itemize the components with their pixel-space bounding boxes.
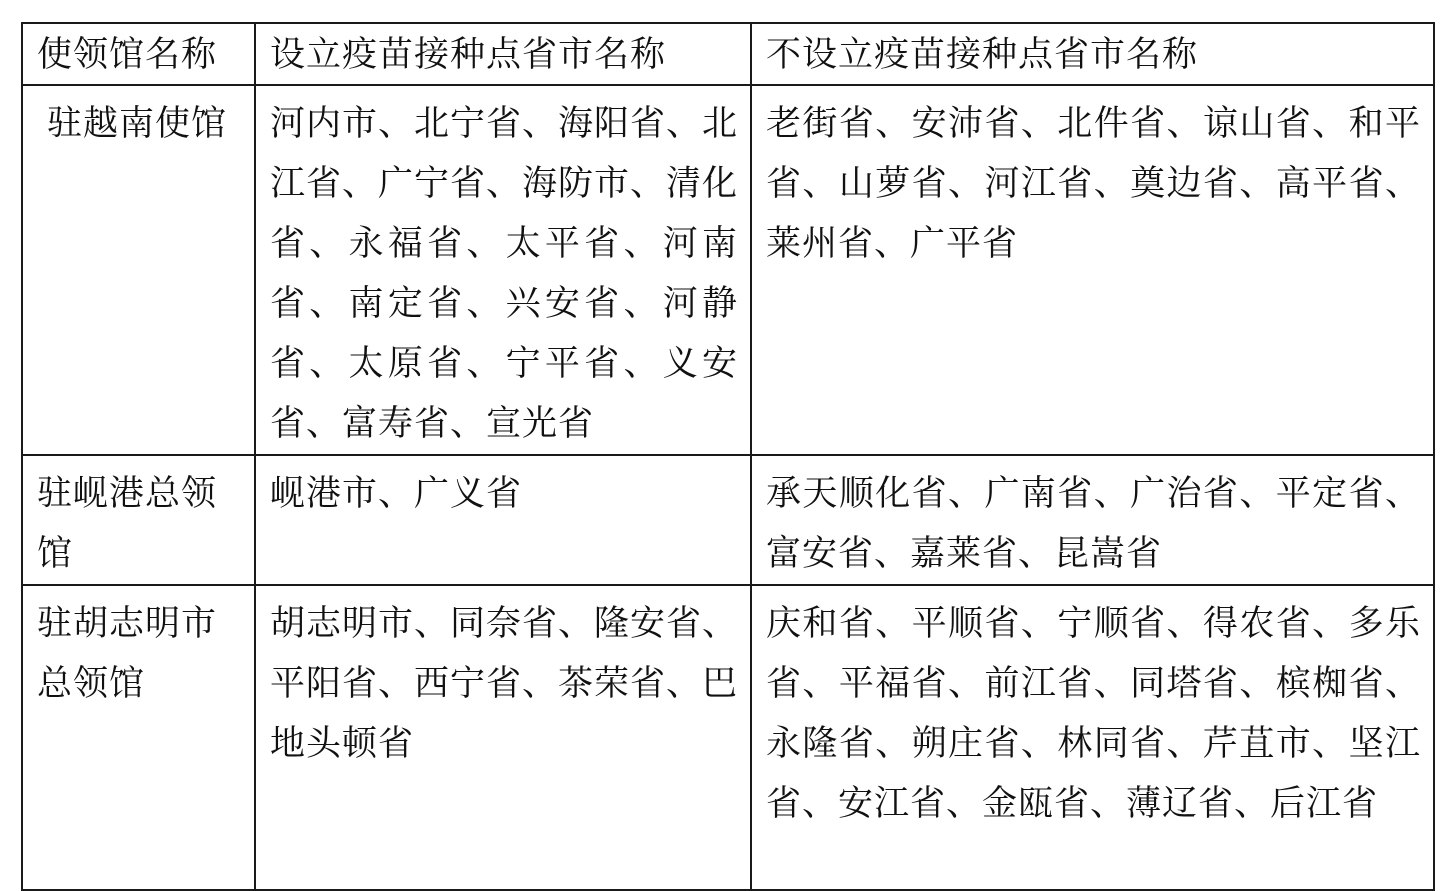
- mission-name-cell: 驻越南使馆: [22, 85, 255, 455]
- with-site-cell: 岘港市、广义省: [255, 455, 751, 585]
- mission-name-cell: 驻胡志明市总领馆: [22, 585, 255, 890]
- table-row: [22, 455, 1434, 585]
- with-site-cell: 河内市、北宁省、海阳省、北江省、广宁省、海防市、清化省、永福省、太平省、河南省、南定省、兴安省、河静省、太原省、宁平省、义安省、富寿省、宣光省: [255, 85, 751, 455]
- without-site-cell: 老街省、安沛省、北件省、谅山省、和平省、山萝省、河江省、奠边省、高平省、莱州省、广平省: [751, 85, 1434, 455]
- header-mission-name: 使领馆名称: [22, 23, 255, 85]
- without-site-cell: 庆和省、平顺省、宁顺省、得农省、多乐省、平福省、前江省、同塔省、槟椥省、永隆省、朔庄省、林同省、芹苴市、坚江省、安江省、金瓯省、薄辽省、后江省: [751, 585, 1434, 890]
- header-without-site: 不设立疫苗接种点省市名称: [751, 23, 1434, 85]
- mission-name-cell: 驻岘港总领馆: [22, 455, 255, 585]
- table-row: [22, 585, 1434, 890]
- without-site-cell: 承天顺化省、广南省、广治省、平定省、富安省、嘉莱省、昆嵩省: [751, 455, 1434, 585]
- vaccination-sites-table: [21, 22, 1435, 891]
- table-row: [22, 85, 1434, 455]
- table-header-row: [22, 23, 1434, 85]
- header-with-site: 设立疫苗接种点省市名称: [255, 23, 751, 85]
- with-site-cell: 胡志明市、同奈省、隆安省、平阳省、西宁省、茶荣省、巴地头顿省: [255, 585, 751, 890]
